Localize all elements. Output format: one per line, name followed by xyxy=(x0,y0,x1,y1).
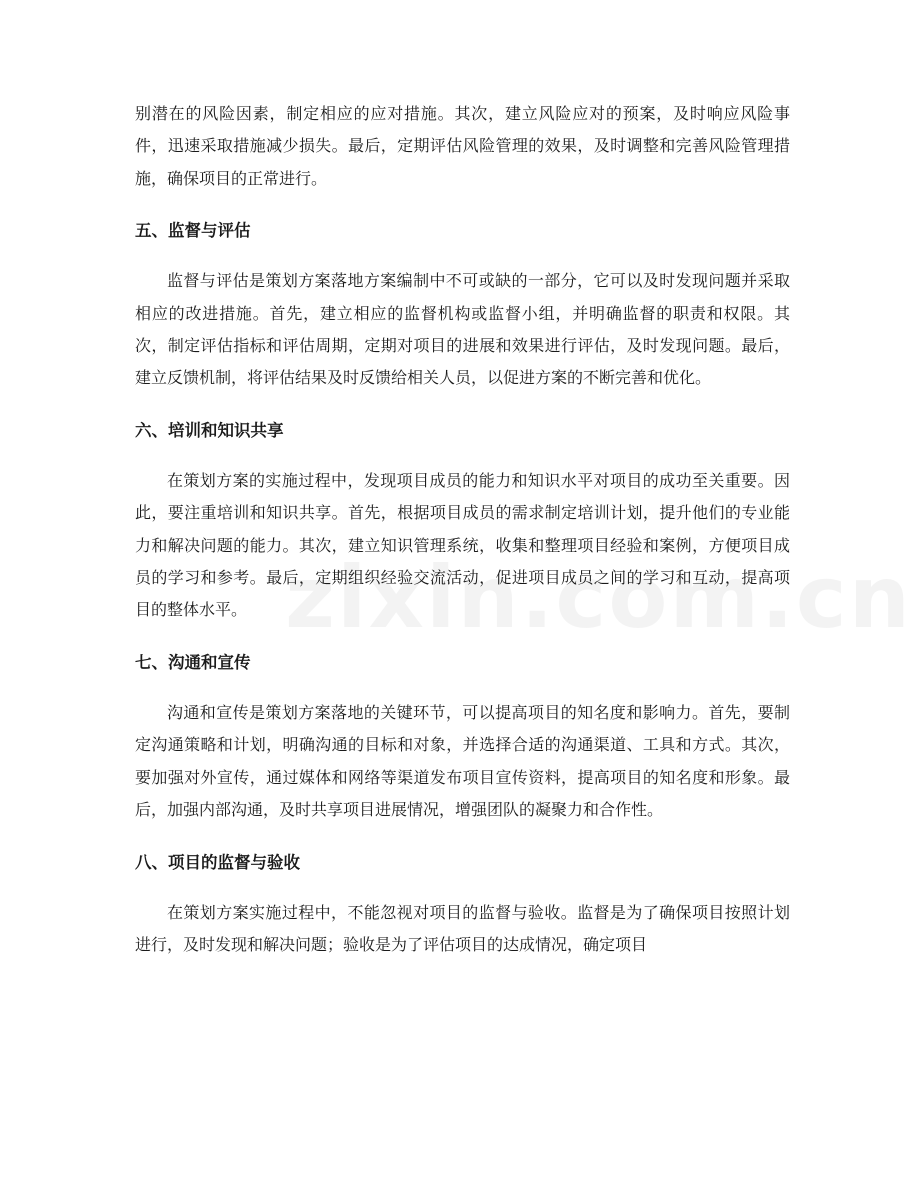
section-heading-supervision-evaluation: 五、监督与评估 xyxy=(135,221,251,241)
paragraph-project-acceptance: 在策划方案实施过程中，不能忽视对项目的监督与验收。监督是为了确保项目按照计划进行，及时发现和解决问题；验收是为了评估项目的达成情况，确定项目 xyxy=(135,902,790,954)
paragraph-supervision-evaluation: 监督与评估是策划方案落地方案编制中不可或缺的一部分，它可以及时发现问题并采取相应的改进措施。首先，建立相应的监督机构或监督小组，并明确监督的职责和权限。其次，制定评估指标和评估周期，定期对项目的进展和效果进行评估，及时发现问题。最后，建立反馈机制，将评估结果及时反馈给相关人员，以促进方案的不断完善和优化。 xyxy=(135,271,790,388)
paragraph-communication: 沟通和宣传是策划方案落地的关键环节，可以提高项目的知名度和影响力。首先，要制定沟通策略和计划，明确沟通的目标和对象，并选择合适的沟通渠道、工具和方式。其次，要加强对外宣传，通过媒体和网络等渠道发布项目宣传资料，提高项目的知名度和形象。最后，加强内部沟通，及时共享项目进展情况，增强团队的凝聚力和合作性。 xyxy=(135,702,790,820)
section-heading-project-acceptance: 八、项目的监督与验收 xyxy=(135,852,300,872)
paragraph-risk-continued: 别潜在的风险因素，制定相应的应对措施。其次，建立风险应对的预案，及时响应风险事件，迅速采取措施减少损失。最后，定期评估风险管理的效果，及时调整和完善风险管理措施，确保项目的正常进行。 xyxy=(135,104,790,188)
paragraph-training-knowledge: 在策划方案的实施过程中，发现项目成员的能力和知识水平对项目的成功至关重要。因此，要注重培训和知识共享。首先，根据项目成员的需求制定培训计划，提升他们的专业能力和解决问题的能力。其次，建立知识管理系统，收集和整理项目经验和案例，方便项目成员的学习和参考。最后，定期组织经验交流活动，促进项目成员之间的学习和互动，提高项目的整体水平。 xyxy=(135,470,790,620)
document-body xyxy=(135,98,790,961)
section-heading-communication: 七、沟通和宣传 xyxy=(135,652,251,672)
section-heading-training-knowledge: 六、培训和知识共享 xyxy=(135,420,284,440)
